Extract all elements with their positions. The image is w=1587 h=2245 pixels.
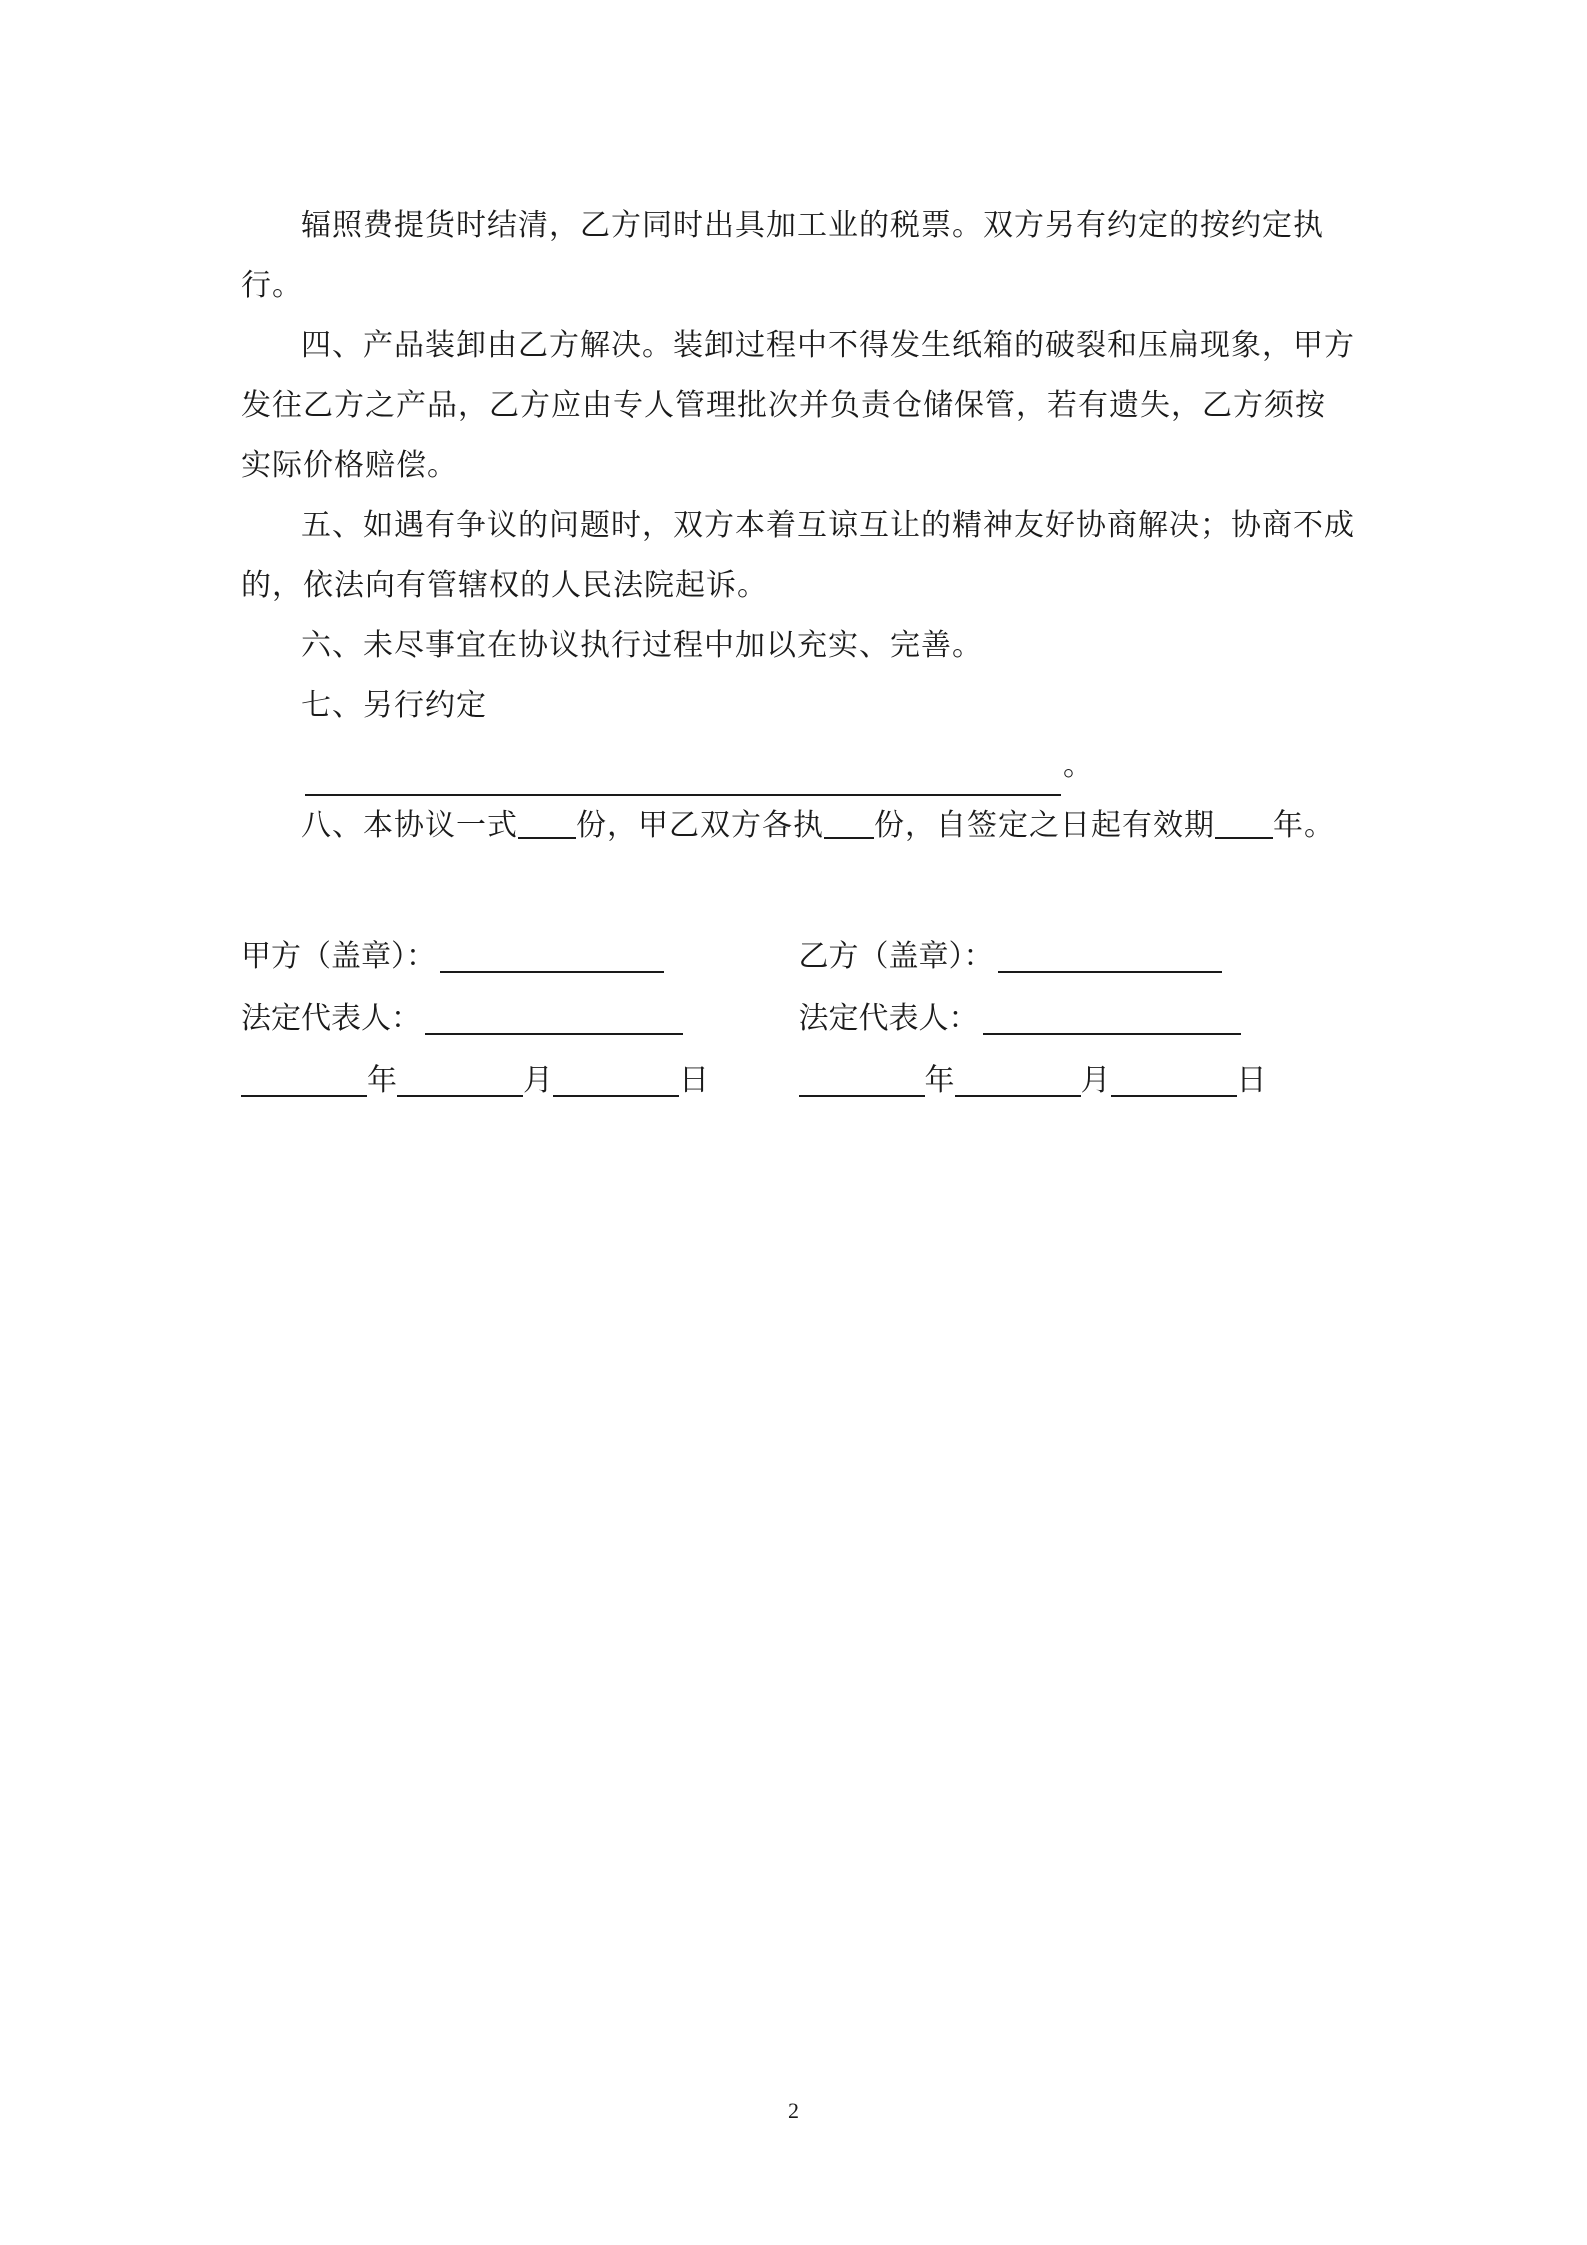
party-b-rep-label: 法定代表人： [798, 1001, 979, 1036]
paragraph-clause-6: 六、未尽事宜在协议执行过程中加以充实、完善。 [301, 628, 983, 663]
paragraph-payment: 辐照费提货时结清，乙方同时出具加工业的税票。双方另有约定的按约定执行。 [241, 208, 1324, 303]
clause-8-text-1: 八、本协议一式 [301, 808, 518, 843]
party-a-representative [241, 988, 799, 1050]
party-a-month-blank [397, 1065, 523, 1097]
page-number: 2 [788, 2098, 799, 2123]
party-a-day-blank [553, 1065, 679, 1097]
party-b-month-label: 月 [1080, 1063, 1111, 1098]
clause-7-blank-line [241, 736, 1356, 796]
party-a-year-blank [241, 1065, 367, 1097]
clause-8-text-4: 年。 [1273, 808, 1335, 843]
party-a-seal-label: 甲方（盖章）： [241, 939, 436, 974]
party-b-rep-blank [983, 1003, 1241, 1035]
party-b-day-blank [1111, 1065, 1237, 1097]
party-b-month-blank [955, 1065, 1081, 1097]
paragraph-clause-5: 五、如遇有争议的问题时，双方本着互谅互让的精神友好协商解决；协商不成的，依法向有管辖权的人民法院起诉。 [241, 508, 1355, 603]
clause-8-text-3: 份，自签定之日起有效期 [874, 808, 1215, 843]
representative-row [241, 988, 1356, 1050]
party-b-seal [799, 926, 1357, 988]
party-b-year-blank [799, 1065, 925, 1097]
clause-8-text-2: 份，甲乙双方各执 [576, 808, 824, 843]
date-row [241, 1050, 1356, 1112]
clause-7-period: 。 [1063, 748, 1094, 783]
validity-years-blank [1215, 807, 1273, 839]
party-a-rep-blank [425, 1003, 683, 1035]
party-b-representative [799, 988, 1357, 1050]
party-b-day-label: 日 [1236, 1063, 1267, 1098]
copies-total-blank [518, 807, 576, 839]
party-a-seal [241, 926, 799, 988]
party-b-date [799, 1050, 1357, 1112]
clause-7-fill-rule [305, 750, 1061, 796]
party-b-seal-label: 乙方（盖章）： [798, 939, 994, 974]
copies-each-blank [824, 807, 874, 839]
party-a-day-label: 日 [679, 1063, 709, 1098]
party-a-year-label: 年 [367, 1063, 397, 1098]
party-a-month-label: 月 [523, 1063, 553, 1098]
party-a-seal-blank [440, 941, 664, 973]
paragraph-clause-8 [241, 796, 1356, 856]
document-body [241, 196, 1356, 856]
signature-block [241, 926, 1356, 1112]
party-b-seal-blank [998, 941, 1222, 973]
paragraph-clause-4: 四、产品装卸由乙方解决。装卸过程中不得发生纸箱的破裂和压扁现象，甲方发往乙方之产品，乙方应由专人管理批次并负责仓储保管，若有遗失，乙方须按实际价格赔偿。 [241, 328, 1355, 483]
seal-row [241, 926, 1356, 988]
party-a-rep-label: 法定代表人： [241, 1001, 421, 1036]
party-a-date [241, 1050, 799, 1112]
paragraph-clause-7: 七、另行约定 [301, 688, 487, 723]
party-b-year-label: 年 [924, 1063, 955, 1098]
